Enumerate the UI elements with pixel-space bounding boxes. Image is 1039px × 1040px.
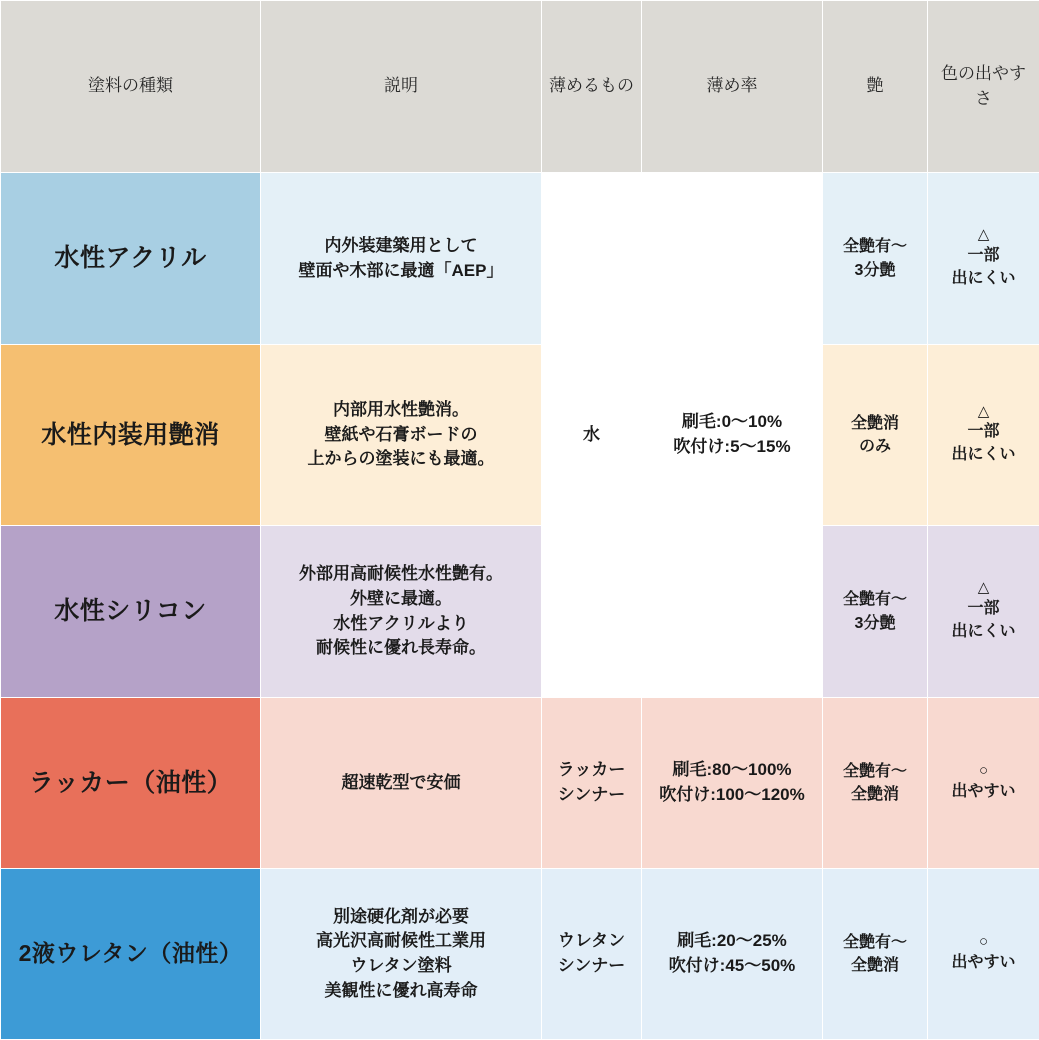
paint-type-name: 水性シリコン (1, 526, 261, 698)
color-ease-mark: △ (934, 227, 1033, 244)
thinner-value: 水 (542, 173, 642, 698)
paint-type-name: 水性アクリル (1, 173, 261, 345)
paint-description: 内外装建築用として 壁面や木部に最適「AEP」 (261, 173, 542, 345)
color-ease-value (928, 698, 1039, 869)
color-ease-text: 一部 出にくい (951, 600, 1015, 640)
color-ease-text: 出やすい (951, 954, 1015, 971)
dilution-rate-value: 刷毛:0〜10% 吹付け:5〜15% (642, 173, 823, 698)
table-row (1, 869, 1039, 1040)
paint-description: 内部用水性艶消。 壁紙や石膏ボードの 上からの塗装にも最適。 (261, 345, 542, 526)
thinner-value: ウレタン シンナー (542, 869, 642, 1040)
color-ease-value (928, 345, 1039, 526)
gloss-value: 全艶有〜 3分艶 (823, 173, 928, 345)
header-dilution-rate: 薄め率 (642, 1, 823, 173)
thinner-value: ラッカー シンナー (542, 698, 642, 869)
gloss-value: 全艶有〜 3分艶 (823, 526, 928, 698)
header-thinner: 薄めるもの (542, 1, 642, 173)
gloss-value: 全艶有〜 全艶消 (823, 698, 928, 869)
table-row (1, 698, 1039, 869)
color-ease-mark: ○ (934, 763, 1033, 780)
paint-description: 別途硬化剤が必要 高光沢高耐候性工業用 ウレタン塗料 美観性に優れ高寿命 (261, 869, 542, 1040)
color-ease-text: 一部 出にくい (951, 247, 1015, 287)
header-color-ease: 色の出やすさ (928, 1, 1039, 173)
header-description: 説明 (261, 1, 542, 173)
color-ease-value (928, 173, 1039, 345)
gloss-value: 全艶消 のみ (823, 345, 928, 526)
paint-description: 外部用高耐候性水性艶有。 外壁に最適。 水性アクリルより 耐候性に優れ長寿命。 (261, 526, 542, 698)
gloss-value: 全艶有〜 全艶消 (823, 869, 928, 1040)
table-header-row (1, 1, 1039, 173)
color-ease-text: 一部 出にくい (951, 423, 1015, 463)
table-row (1, 173, 1039, 345)
header-paint-type: 塗料の種類 (1, 1, 261, 173)
paint-type-name: 水性内装用艶消 (1, 345, 261, 526)
paint-type-name: 2液ウレタン（油性） (1, 869, 261, 1040)
table-row (1, 345, 1039, 526)
color-ease-mark: △ (934, 580, 1033, 597)
dilution-rate-value: 刷毛:80〜100% 吹付け:100〜120% (642, 698, 823, 869)
table-row (1, 526, 1039, 698)
color-ease-text: 出やすい (951, 783, 1015, 800)
header-gloss: 艶 (823, 1, 928, 173)
color-ease-mark: △ (934, 404, 1033, 421)
color-ease-mark: ○ (934, 934, 1033, 951)
color-ease-value (928, 869, 1039, 1040)
color-ease-value (928, 526, 1039, 698)
paint-description: 超速乾型で安価 (261, 698, 542, 869)
paint-type-name: ラッカー（油性） (1, 698, 261, 869)
dilution-rate-value: 刷毛:20〜25% 吹付け:45〜50% (642, 869, 823, 1040)
